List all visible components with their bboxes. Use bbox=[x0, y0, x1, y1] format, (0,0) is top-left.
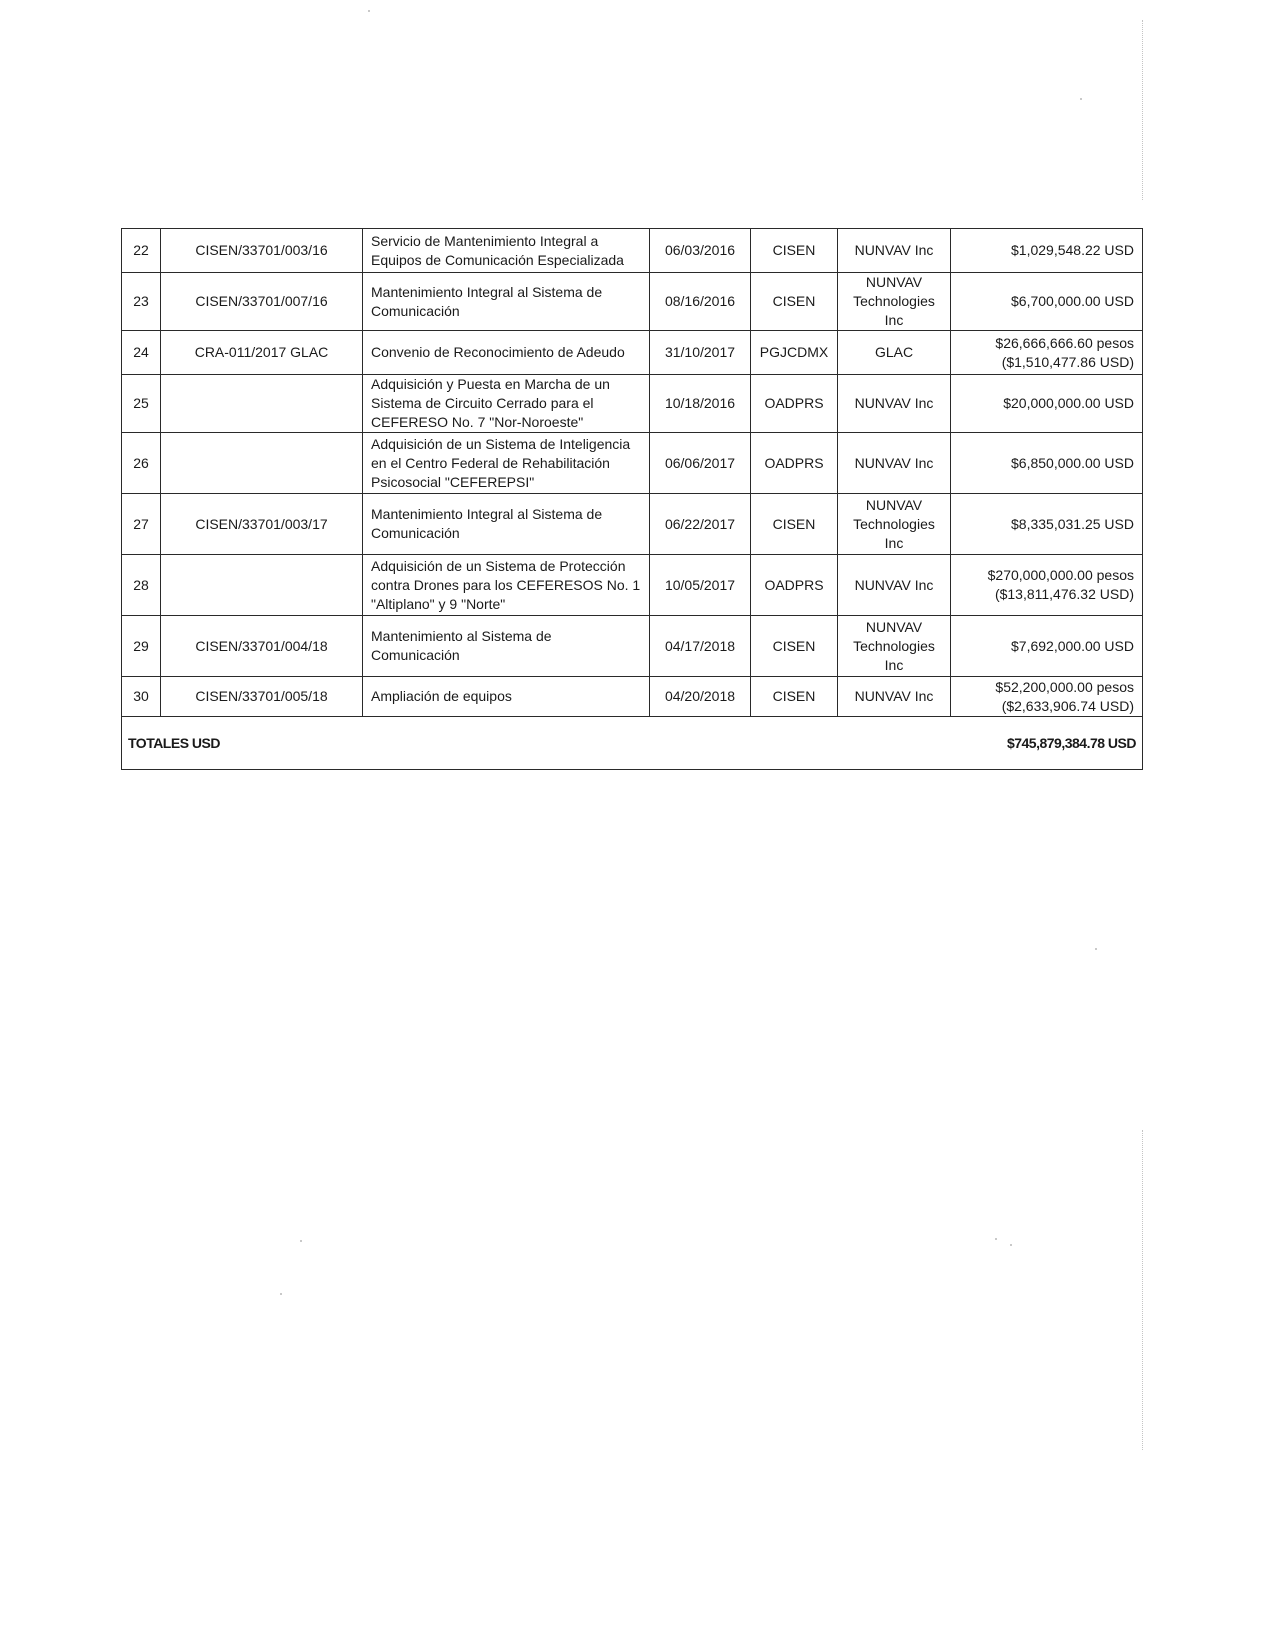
scan-artifact bbox=[1010, 1244, 1012, 1246]
totals-value: $745,879,384.78 USD bbox=[1006, 735, 1136, 751]
contract-reference: CISEN/33701/003/16 bbox=[161, 229, 363, 273]
contract-description: Adquisición y Puesta en Marcha de un Sistema de Circuito Cerrado para el CEFERESO No. 7 "Nor-Noroeste" bbox=[363, 375, 650, 433]
scan-artifact bbox=[995, 1238, 997, 1240]
contract-amount: $52,200,000.00 pesos ($2,633,906.74 USD) bbox=[951, 677, 1143, 717]
contracting-entity: CISEN bbox=[751, 616, 838, 677]
row-number: 29 bbox=[122, 616, 161, 677]
contract-reference: CISEN/33701/003/17 bbox=[161, 494, 363, 555]
contract-date: 04/20/2018 bbox=[650, 677, 751, 717]
table-row bbox=[122, 677, 1143, 717]
totals-line bbox=[122, 717, 1143, 770]
scan-artifact bbox=[1142, 20, 1144, 200]
scan-artifact bbox=[368, 10, 370, 12]
row-number: 28 bbox=[122, 555, 161, 616]
totals-label: TOTALES USD bbox=[128, 735, 220, 751]
table-row bbox=[122, 616, 1143, 677]
contracting-entity: CISEN bbox=[751, 494, 838, 555]
contract-amount: $270,000,000.00 pesos ($13,811,476.32 USD) bbox=[951, 555, 1143, 616]
table-row bbox=[122, 433, 1143, 494]
contract-date: 31/10/2017 bbox=[650, 331, 751, 375]
contract-date: 08/16/2016 bbox=[650, 273, 751, 331]
scan-artifact bbox=[280, 1293, 282, 1295]
table-row bbox=[122, 229, 1143, 273]
contract-description: Ampliación de equipos bbox=[363, 677, 650, 717]
contracting-entity: PGJCDMX bbox=[751, 331, 838, 375]
contract-reference bbox=[161, 375, 363, 433]
contract-reference: CRA-011/2017 GLAC bbox=[161, 331, 363, 375]
provider: NUNVAV Technologies Inc bbox=[838, 494, 951, 555]
contract-date: 06/06/2017 bbox=[650, 433, 751, 494]
provider: NUNVAV Technologies Inc bbox=[838, 616, 951, 677]
contract-amount: $6,850,000.00 USD bbox=[951, 433, 1143, 494]
contract-description: Adquisición de un Sistema de Inteligencia en el Centro Federal de Rehabilitación Psicosocial "CEFEREPSI" bbox=[363, 433, 650, 494]
contracts-table-container bbox=[121, 228, 1143, 770]
contract-date: 04/17/2018 bbox=[650, 616, 751, 677]
scan-artifact bbox=[1142, 1130, 1144, 1450]
contract-description: Mantenimiento Integral al Sistema de Comunicación bbox=[363, 494, 650, 555]
contract-reference: CISEN/33701/004/18 bbox=[161, 616, 363, 677]
contracting-entity: OADPRS bbox=[751, 555, 838, 616]
contract-reference: CISEN/33701/005/18 bbox=[161, 677, 363, 717]
row-number: 24 bbox=[122, 331, 161, 375]
contract-date: 06/03/2016 bbox=[650, 229, 751, 273]
provider: NUNVAV Inc bbox=[838, 375, 951, 433]
provider: NUNVAV Inc bbox=[838, 229, 951, 273]
provider: NUNVAV Inc bbox=[838, 433, 951, 494]
contracting-entity: OADPRS bbox=[751, 433, 838, 494]
scan-artifact bbox=[1080, 98, 1082, 100]
contract-amount: $1,029,548.22 USD bbox=[951, 229, 1143, 273]
contract-amount: $8,335,031.25 USD bbox=[951, 494, 1143, 555]
contract-date: 10/18/2016 bbox=[650, 375, 751, 433]
contract-description: Mantenimiento Integral al Sistema de Comunicación bbox=[363, 273, 650, 331]
contracting-entity: CISEN bbox=[751, 273, 838, 331]
contract-amount: $7,692,000.00 USD bbox=[951, 616, 1143, 677]
contract-description: Convenio de Reconocimiento de Adeudo bbox=[363, 331, 650, 375]
scan-artifact bbox=[300, 1240, 302, 1242]
contracting-entity: CISEN bbox=[751, 229, 838, 273]
contract-reference: CISEN/33701/007/16 bbox=[161, 273, 363, 331]
contract-date: 06/22/2017 bbox=[650, 494, 751, 555]
contract-reference bbox=[161, 555, 363, 616]
row-number: 30 bbox=[122, 677, 161, 717]
contract-description: Mantenimiento al Sistema de Comunicación bbox=[363, 616, 650, 677]
contracts-table-body bbox=[122, 229, 1143, 717]
contract-date: 10/05/2017 bbox=[650, 555, 751, 616]
provider: NUNVAV Inc bbox=[838, 555, 951, 616]
row-number: 27 bbox=[122, 494, 161, 555]
contract-amount: $6,700,000.00 USD bbox=[951, 273, 1143, 331]
provider: NUNVAV Inc bbox=[838, 677, 951, 717]
table-row bbox=[122, 375, 1143, 433]
contract-description: Adquisición de un Sistema de Protección contra Drones para los CEFERESOS No. 1 "Altiplano" y 9 "Norte" bbox=[363, 555, 650, 616]
contract-description: Servicio de Mantenimiento Integral a Equipos de Comunicación Especializada bbox=[363, 229, 650, 273]
scan-artifact bbox=[1095, 948, 1097, 950]
row-number: 26 bbox=[122, 433, 161, 494]
contract-amount: $26,666,666.60 pesos ($1,510,477.86 USD) bbox=[951, 331, 1143, 375]
table-row bbox=[122, 555, 1143, 616]
row-number: 23 bbox=[122, 273, 161, 331]
contract-reference bbox=[161, 433, 363, 494]
contract-amount: $20,000,000.00 USD bbox=[951, 375, 1143, 433]
table-row bbox=[122, 331, 1143, 375]
provider: GLAC bbox=[838, 331, 951, 375]
table-row bbox=[122, 273, 1143, 331]
row-number: 22 bbox=[122, 229, 161, 273]
provider: NUNVAV Technologies Inc bbox=[838, 273, 951, 331]
contracting-entity: CISEN bbox=[751, 677, 838, 717]
table-row bbox=[122, 494, 1143, 555]
contracts-table bbox=[121, 228, 1143, 717]
row-number: 25 bbox=[122, 375, 161, 433]
totals-row bbox=[121, 717, 1143, 770]
contracting-entity: OADPRS bbox=[751, 375, 838, 433]
